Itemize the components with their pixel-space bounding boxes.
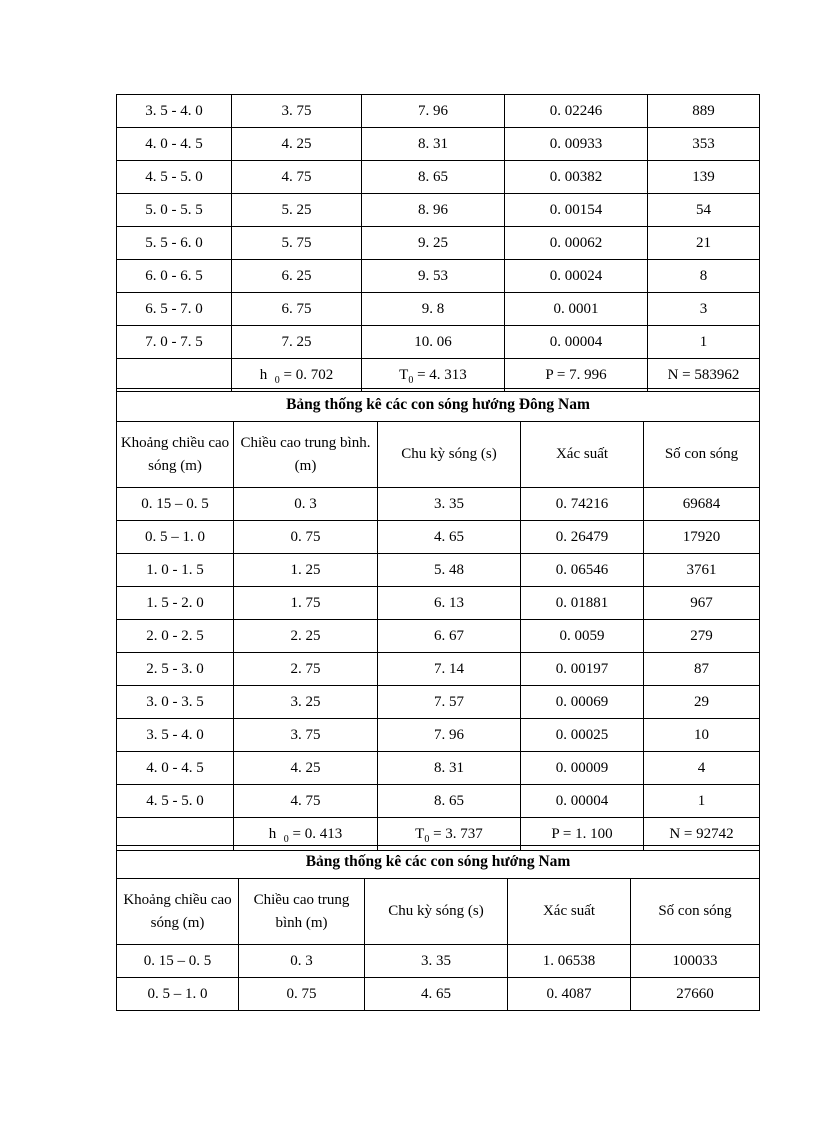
wave-count-cell: 8 xyxy=(648,260,760,293)
table-title-row xyxy=(117,846,760,879)
header-mean-height: Chiều cao trung bình. (m) xyxy=(234,422,378,488)
mean-height-cell: 7. 25 xyxy=(232,326,362,359)
period-cell: 8. 31 xyxy=(362,128,505,161)
period-cell: 9. 25 xyxy=(362,227,505,260)
table-title-row xyxy=(117,389,760,422)
period-cell: 10. 06 xyxy=(362,326,505,359)
probability-cell: 0. 0001 xyxy=(505,293,648,326)
mean-height-cell: 4. 75 xyxy=(232,161,362,194)
height-range-cell: 4. 0 - 4. 5 xyxy=(117,128,232,161)
height-range-cell: 4. 5 - 5. 0 xyxy=(117,161,232,194)
height-range-cell: 3. 5 - 4. 0 xyxy=(117,95,232,128)
period-cell: 8. 65 xyxy=(362,161,505,194)
period-cell: 7. 57 xyxy=(378,686,521,719)
header-height-range: Khoảng chiều cao sóng (m) xyxy=(117,422,234,488)
probability-cell: 0. 06546 xyxy=(521,554,644,587)
table-row xyxy=(117,161,760,194)
table-2 xyxy=(116,388,760,851)
mean-height-cell: 4. 75 xyxy=(234,785,378,818)
table-row xyxy=(117,521,760,554)
mean-height-cell: 6. 25 xyxy=(232,260,362,293)
table-row xyxy=(117,620,760,653)
wave-count-cell: 69684 xyxy=(644,488,760,521)
probability-total: P = 7. 996 xyxy=(505,359,648,392)
mean-height-cell: 5. 75 xyxy=(232,227,362,260)
height-range-cell: 4. 5 - 5. 0 xyxy=(117,785,234,818)
table-row xyxy=(117,587,760,620)
header-period: Chu kỳ sóng (s) xyxy=(365,879,508,945)
probability-cell: 0. 00004 xyxy=(521,785,644,818)
period-cell: 9. 53 xyxy=(362,260,505,293)
wave-count-cell: 3 xyxy=(648,293,760,326)
table-row xyxy=(117,128,760,161)
totals-empty-cell xyxy=(117,359,232,392)
height-range-cell: 5. 5 - 6. 0 xyxy=(117,227,232,260)
period-cell: 3. 35 xyxy=(378,488,521,521)
period-cell: 8. 31 xyxy=(378,752,521,785)
height-range-cell: 2. 5 - 3. 0 xyxy=(117,653,234,686)
probability-cell: 0. 01881 xyxy=(521,587,644,620)
period-cell: 6. 67 xyxy=(378,620,521,653)
period-cell: 8. 65 xyxy=(378,785,521,818)
wave-count-cell: 100033 xyxy=(631,945,760,978)
probability-cell: 0. 00024 xyxy=(505,260,648,293)
probability-cell: 0. 74216 xyxy=(521,488,644,521)
height-range-cell: 6. 0 - 6. 5 xyxy=(117,260,232,293)
probability-cell: 0. 00382 xyxy=(505,161,648,194)
mean-height-total: h $_0$ = 0. 702 xyxy=(232,359,362,392)
mean-period-total: $T_0 = 4$. 313 xyxy=(362,359,505,392)
table-row xyxy=(117,785,760,818)
wave-count-cell: 889 xyxy=(648,95,760,128)
wave-count-cell: 10 xyxy=(644,719,760,752)
wave-count-cell: 17920 xyxy=(644,521,760,554)
period-cell: 5. 48 xyxy=(378,554,521,587)
table-row xyxy=(117,227,760,260)
probability-cell: 0. 4087 xyxy=(508,978,631,1011)
probability-cell: 0. 00062 xyxy=(505,227,648,260)
table-row xyxy=(117,293,760,326)
mean-height-cell: 4. 25 xyxy=(232,128,362,161)
header-wave-count: Số con sóng xyxy=(644,422,760,488)
wave-count-cell: 4 xyxy=(644,752,760,785)
wave-count-total: N = 583962 xyxy=(648,359,760,392)
header-wave-count: Số con sóng xyxy=(631,879,760,945)
wave-count-cell: 87 xyxy=(644,653,760,686)
height-range-cell: 0. 5 – 1. 0 xyxy=(117,978,239,1011)
table-row xyxy=(117,326,760,359)
probability-cell: 1. 06538 xyxy=(508,945,631,978)
mean-height-cell: 4. 25 xyxy=(234,752,378,785)
probability-total: P = 1. 100 xyxy=(521,818,644,851)
period-cell: 7. 14 xyxy=(378,653,521,686)
table-row xyxy=(117,653,760,686)
height-range-cell: 3. 5 - 4. 0 xyxy=(117,719,234,752)
probability-cell: 0. 02246 xyxy=(505,95,648,128)
probability-cell: 0. 00197 xyxy=(521,653,644,686)
height-range-cell: 6. 5 - 7. 0 xyxy=(117,293,232,326)
height-range-cell: 5. 0 - 5. 5 xyxy=(117,194,232,227)
table-row xyxy=(117,719,760,752)
header-period: Chu kỳ sóng (s) xyxy=(378,422,521,488)
table-1-body xyxy=(117,95,760,359)
mean-height-cell: 2. 25 xyxy=(234,620,378,653)
mean-height-cell: 2. 75 xyxy=(234,653,378,686)
table-2-body xyxy=(117,488,760,818)
table-row xyxy=(117,978,760,1011)
table-row xyxy=(117,686,760,719)
wave-count-cell: 279 xyxy=(644,620,760,653)
wave-count-cell: 27660 xyxy=(631,978,760,1011)
mean-height-cell: 0. 3 xyxy=(234,488,378,521)
header-row xyxy=(117,422,760,488)
table-row xyxy=(117,194,760,227)
probability-cell: 0. 00004 xyxy=(505,326,648,359)
height-range-cell: 0. 15 – 0. 5 xyxy=(117,945,239,978)
mean-height-cell: 1. 25 xyxy=(234,554,378,587)
height-range-cell: 0. 5 – 1. 0 xyxy=(117,521,234,554)
table-row xyxy=(117,488,760,521)
mean-height-cell: 0. 75 xyxy=(239,978,365,1011)
period-cell: 3. 35 xyxy=(365,945,508,978)
header-height-range: Khoảng chiều cao sóng (m) xyxy=(117,879,239,945)
wave-count-cell: 353 xyxy=(648,128,760,161)
period-cell: 7. 96 xyxy=(362,95,505,128)
height-range-cell: 1. 5 - 2. 0 xyxy=(117,587,234,620)
mean-period-total: $T_0 = 3$. 737 xyxy=(378,818,521,851)
wave-count-total: N = 92742 xyxy=(644,818,760,851)
wave-count-cell: 21 xyxy=(648,227,760,260)
table-row xyxy=(117,260,760,293)
header-mean-height: Chiều cao trung bình (m) xyxy=(239,879,365,945)
wave-count-cell: 54 xyxy=(648,194,760,227)
probability-cell: 0. 00025 xyxy=(521,719,644,752)
period-cell: 8. 96 xyxy=(362,194,505,227)
table-row xyxy=(117,95,760,128)
period-cell: 6. 13 xyxy=(378,587,521,620)
probability-cell: 0. 00154 xyxy=(505,194,648,227)
probability-cell: 0. 00933 xyxy=(505,128,648,161)
mean-height-cell: 5. 25 xyxy=(232,194,362,227)
wave-count-cell: 967 xyxy=(644,587,760,620)
wave-count-cell: 1 xyxy=(644,785,760,818)
totals-row xyxy=(117,359,760,392)
mean-height-cell: 6. 75 xyxy=(232,293,362,326)
wave-count-cell: 3761 xyxy=(644,554,760,587)
height-range-cell: 2. 0 - 2. 5 xyxy=(117,620,234,653)
mean-height-cell: 0. 75 xyxy=(234,521,378,554)
probability-cell: 0. 0059 xyxy=(521,620,644,653)
probability-cell: 0. 00009 xyxy=(521,752,644,785)
table-3-body xyxy=(117,945,760,1011)
height-range-cell: 4. 0 - 4. 5 xyxy=(117,752,234,785)
wave-count-cell: 139 xyxy=(648,161,760,194)
header-probability: Xác suất xyxy=(521,422,644,488)
table-row xyxy=(117,752,760,785)
mean-height-cell: 1. 75 xyxy=(234,587,378,620)
probability-cell: 0. 00069 xyxy=(521,686,644,719)
mean-height-cell: 3. 75 xyxy=(232,95,362,128)
period-cell: 4. 65 xyxy=(378,521,521,554)
table-title: Bảng thống kê các con sóng hướng Nam xyxy=(117,846,760,879)
wave-count-cell: 1 xyxy=(648,326,760,359)
height-range-cell: 0. 15 – 0. 5 xyxy=(117,488,234,521)
period-cell: 4. 65 xyxy=(365,978,508,1011)
header-row xyxy=(117,879,760,945)
table-1 xyxy=(116,94,760,392)
height-range-cell: 7. 0 - 7. 5 xyxy=(117,326,232,359)
table-row xyxy=(117,554,760,587)
mean-height-total: h $_0$ = 0. 413 xyxy=(234,818,378,851)
period-cell: 9. 8 xyxy=(362,293,505,326)
probability-cell: 0. 26479 xyxy=(521,521,644,554)
height-range-cell: 3. 0 - 3. 5 xyxy=(117,686,234,719)
period-cell: 7. 96 xyxy=(378,719,521,752)
height-range-cell: 1. 0 - 1. 5 xyxy=(117,554,234,587)
mean-height-cell: 0. 3 xyxy=(239,945,365,978)
table-3 xyxy=(116,845,760,1011)
header-probability: Xác suất xyxy=(508,879,631,945)
mean-height-cell: 3. 25 xyxy=(234,686,378,719)
wave-count-cell: 29 xyxy=(644,686,760,719)
table-title: Bảng thống kê các con sóng hướng Đông Nam xyxy=(117,389,760,422)
table-row xyxy=(117,945,760,978)
mean-height-cell: 3. 75 xyxy=(234,719,378,752)
